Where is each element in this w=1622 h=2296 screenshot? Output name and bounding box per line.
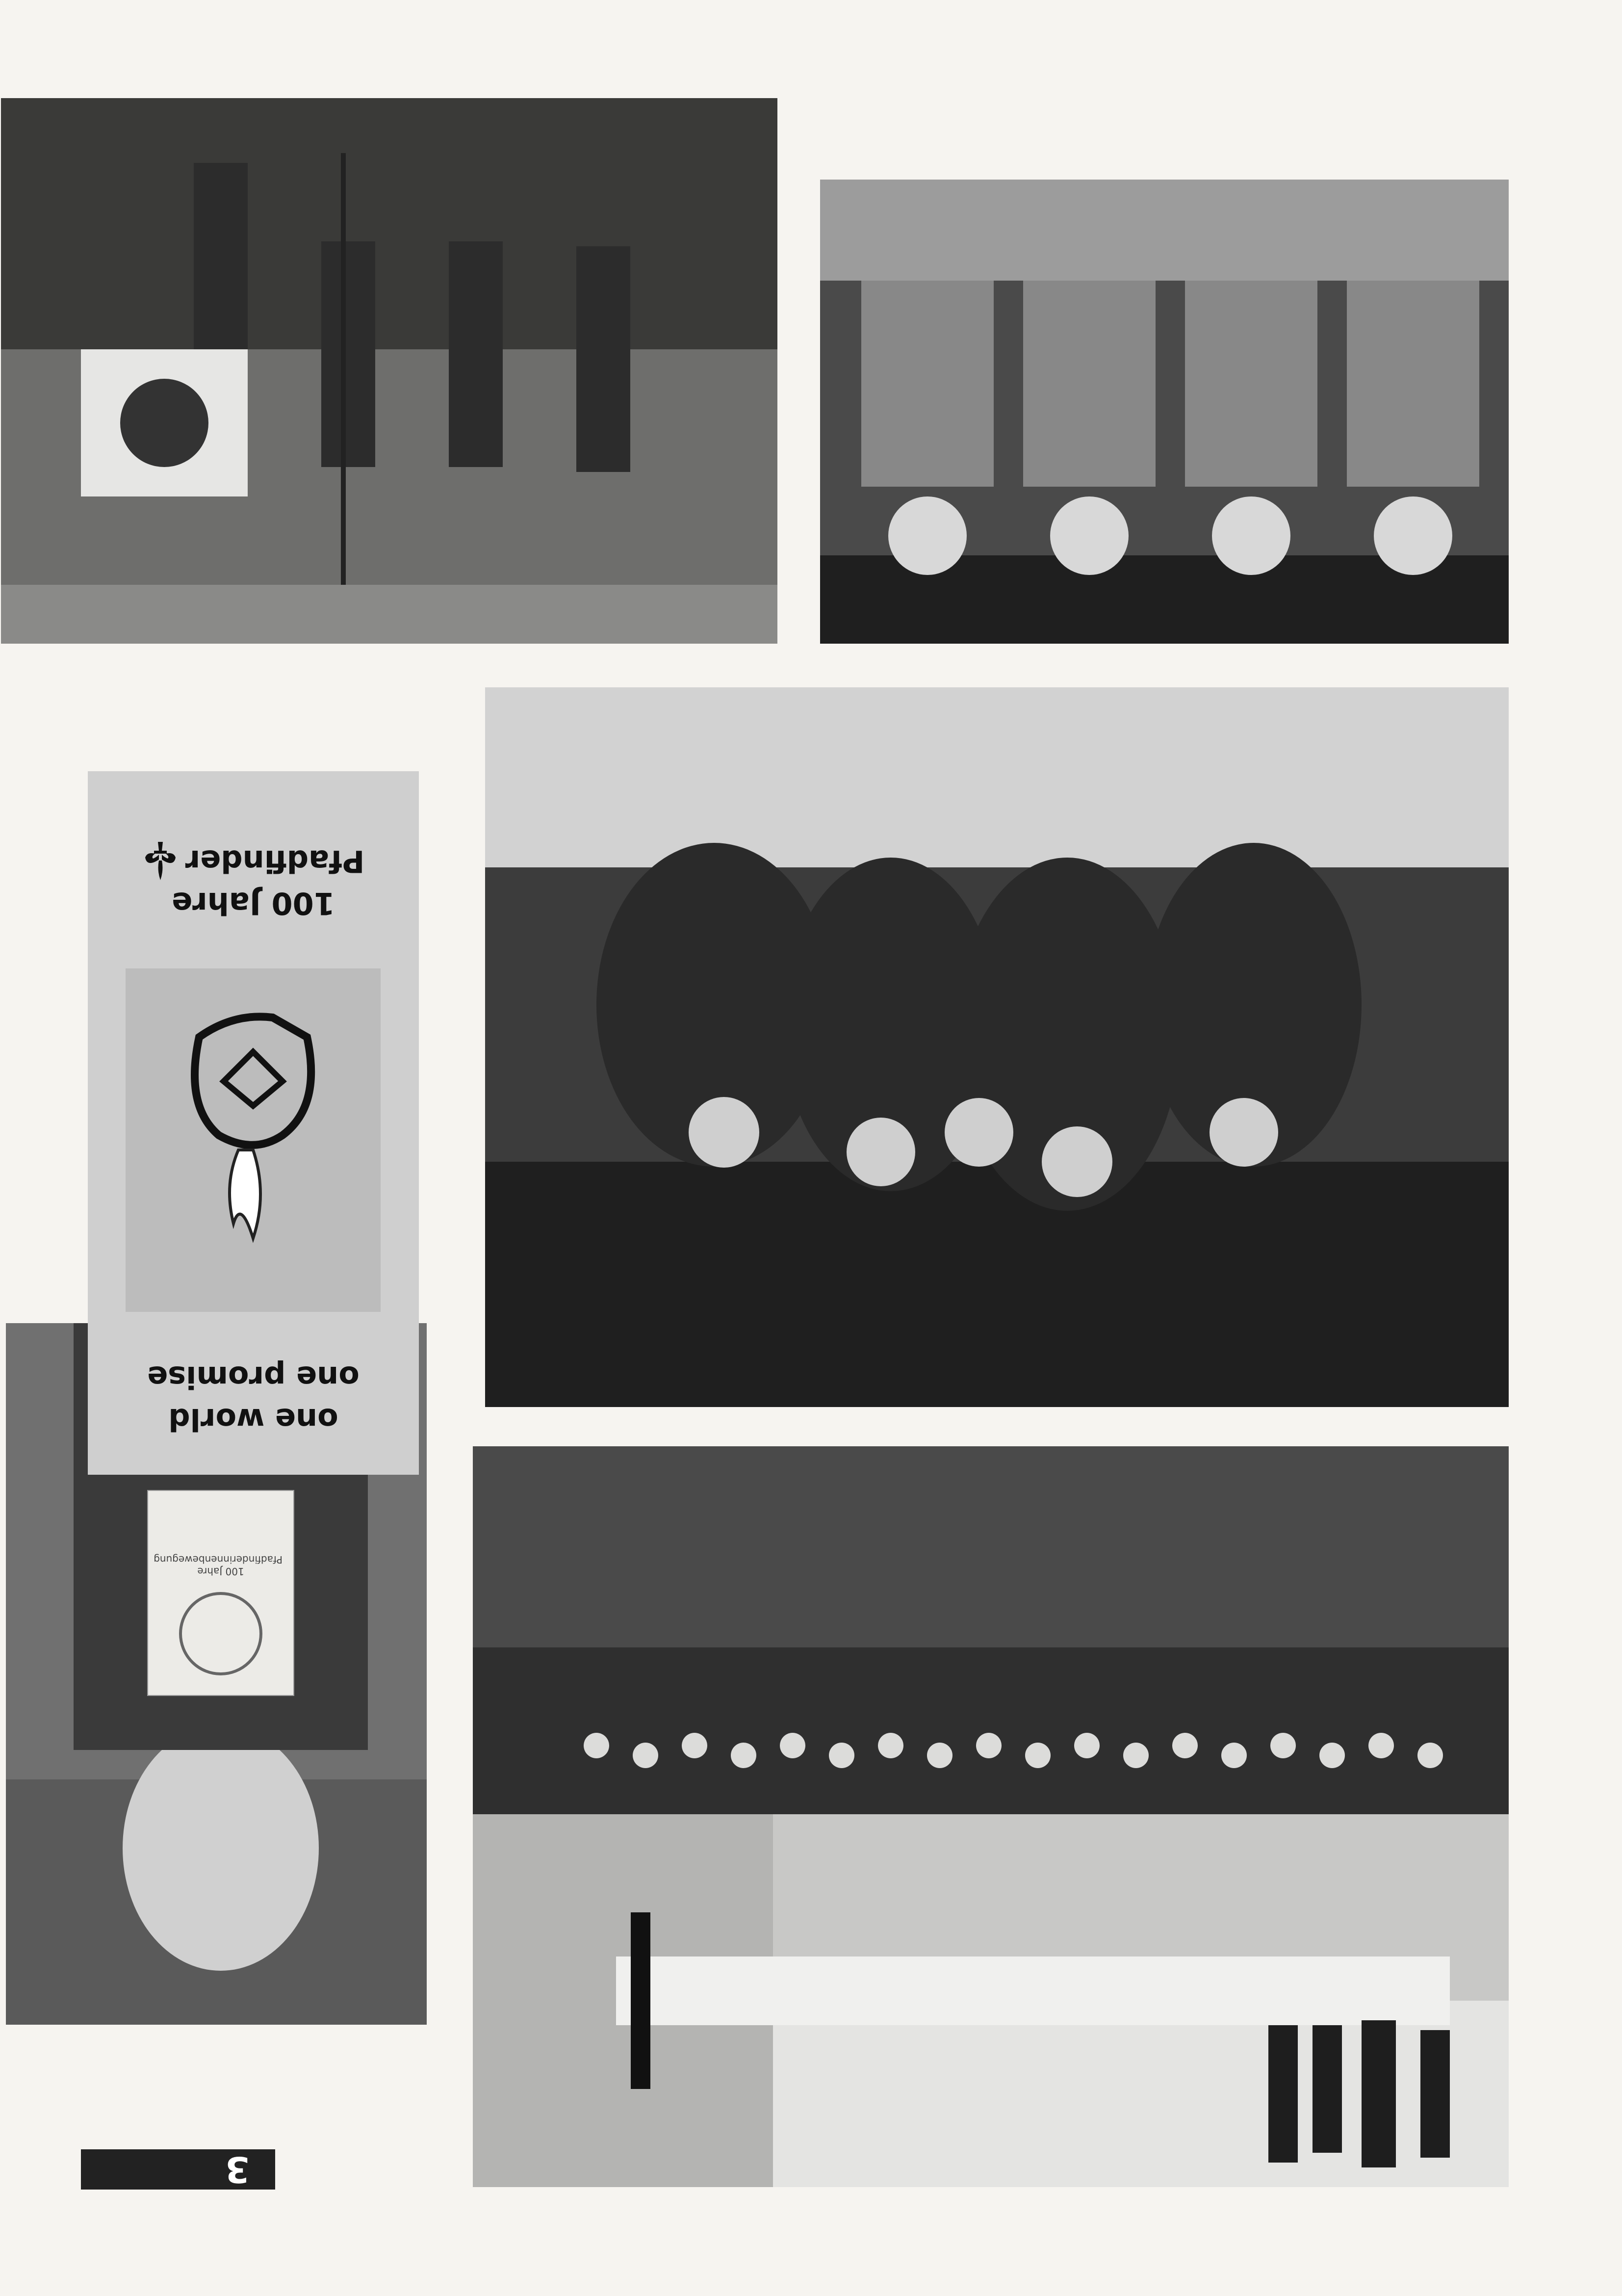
page-number-bar [81, 2149, 275, 2190]
certificate [147, 1490, 294, 1696]
poster-bottom-line1: 100 Jahre [172, 886, 335, 921]
poster-title-line1: one world [168, 1402, 338, 1437]
certificate-line1: 100 Jahre [197, 1565, 244, 1577]
page-number: 3 [225, 2149, 250, 2190]
flag-ceremony-photo [1, 98, 777, 644]
anniversary-poster [88, 771, 419, 1475]
church-interior-photo [473, 1446, 1509, 2187]
poster-title-line2: one promise [147, 1359, 360, 1395]
group-of-scouts-photo [485, 687, 1509, 1407]
certificate-line2: Pfadfinderinnenbewegung [154, 1554, 283, 1565]
flame-icon [126, 968, 381, 1312]
poster-bottom-line2: Pfadfinder [185, 843, 365, 879]
scout-trefoil-icon [179, 1592, 262, 1675]
girls-with-neckerchiefs-photo [820, 180, 1509, 644]
fleur-de-lis-icon [142, 840, 179, 882]
